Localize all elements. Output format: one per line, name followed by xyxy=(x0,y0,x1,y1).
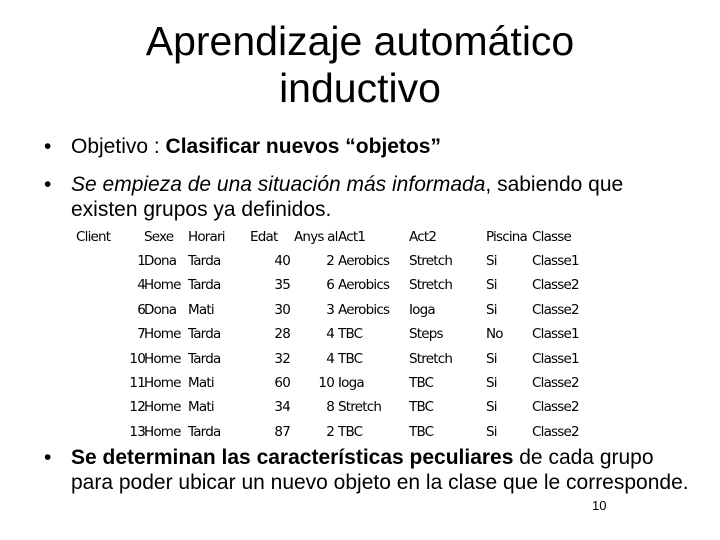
table-cell: 6 xyxy=(137,301,145,318)
table-cell: Si xyxy=(486,350,497,367)
table-cell: 13 xyxy=(129,423,145,440)
bullet-caracteristicas xyxy=(44,445,689,494)
bullet3-plain: de cada grupo para poder ubicar un nuevo objeto en la clase que le corresponde. xyxy=(71,446,689,494)
table-cell: Ioga xyxy=(338,375,364,391)
table-cell: 10 xyxy=(318,375,334,391)
table-header-cell: Edat xyxy=(250,229,278,245)
table-cell: Home xyxy=(144,350,181,367)
table-cell: Stretch xyxy=(338,399,382,416)
table-cell: 11 xyxy=(129,375,145,391)
table-cell: Mati xyxy=(188,301,214,318)
bullet2-plain: , sabiendo que existen grupos ya definidos. xyxy=(71,173,624,221)
table-cell: Mati xyxy=(188,375,214,391)
table-cell: Steps xyxy=(409,326,443,343)
table-cell: Classe1 xyxy=(532,350,579,367)
table-cell: 2 xyxy=(326,253,334,269)
bullet-objetivo xyxy=(44,134,441,159)
table-cell: Dona xyxy=(144,253,177,269)
table-cell: TBC xyxy=(409,423,434,440)
table-cell: TBC xyxy=(409,399,434,416)
table-cell: Si xyxy=(486,253,497,269)
table-cell: 10 xyxy=(129,350,145,367)
table-cell: Home xyxy=(144,326,181,343)
table-cell: Stretch xyxy=(409,350,453,367)
table-header-cell: Sexe xyxy=(144,229,174,245)
bullet3-bold: Se determinan las características peculiares xyxy=(71,446,514,469)
table-cell: No xyxy=(486,326,503,343)
table-cell: Classe2 xyxy=(532,423,579,440)
table-cell: Aerobics xyxy=(338,301,390,318)
bullet1-bold: Clasificar nuevos “objetos” xyxy=(165,135,441,158)
table-header-cell: Client xyxy=(76,229,111,245)
table-cell: 35 xyxy=(274,277,290,294)
table-cell: Home xyxy=(144,375,181,391)
table-header-cell: Act2 xyxy=(409,229,437,245)
table-cell: 34 xyxy=(274,399,290,416)
table-cell: Classe2 xyxy=(532,277,579,294)
table-cell: Tarda xyxy=(188,350,221,367)
table-cell: Si xyxy=(486,399,497,416)
table-cell: 6 xyxy=(326,277,334,294)
table-cell: 12 xyxy=(129,399,145,416)
bullet-dot: • xyxy=(44,173,52,196)
table-cell: Home xyxy=(144,277,181,294)
table-cell: Si xyxy=(486,375,497,391)
bullet-situacion xyxy=(44,172,624,221)
table-cell: Classe1 xyxy=(532,253,579,269)
table-cell: Si xyxy=(486,301,497,318)
table-header-cell: Horari xyxy=(188,229,225,245)
table-cell: Home xyxy=(144,399,181,416)
bullet-dot: • xyxy=(44,135,52,158)
table-header-cell: Classe xyxy=(532,229,572,245)
title-line-2: inductivo xyxy=(279,65,441,111)
table-cell: 4 xyxy=(137,277,145,294)
table-header-cell: Anys al xyxy=(294,229,338,245)
table-header-cell: Piscina xyxy=(486,229,528,245)
table-cell: 3 xyxy=(326,301,334,318)
data-table xyxy=(76,226,596,446)
title-line-1: Aprendizaje automático xyxy=(145,18,575,64)
table-cell: 32 xyxy=(274,350,290,367)
table-cell: 40 xyxy=(274,253,290,269)
table-cell: Aerobics xyxy=(338,253,390,269)
table-cell: Dona xyxy=(144,301,177,318)
table-cell: TBC xyxy=(338,423,363,440)
table-cell: TBC xyxy=(409,375,434,391)
table-header-cell: Act1 xyxy=(338,229,366,245)
slide-title xyxy=(0,18,720,112)
table-cell: 30 xyxy=(274,301,290,318)
bullet1-plain: Objetivo : xyxy=(71,135,166,158)
table-cell: Classe2 xyxy=(532,375,579,391)
bullet2-italic: Se empieza de una situación más informada xyxy=(71,173,486,196)
table-cell: 60 xyxy=(274,375,290,391)
table-cell: TBC xyxy=(338,326,363,343)
table-cell: 4 xyxy=(326,350,334,367)
table-cell: Home xyxy=(144,423,181,440)
table-cell: 1 xyxy=(137,253,145,269)
table-cell: Classe2 xyxy=(532,399,579,416)
page-number: 10 xyxy=(592,498,607,513)
table-cell: 2 xyxy=(326,423,334,440)
table-cell: Tarda xyxy=(188,326,221,343)
table-cell: Stretch xyxy=(409,277,453,294)
bullet-dot: • xyxy=(44,446,52,469)
table-cell: Si xyxy=(486,277,497,294)
table-cell: 87 xyxy=(274,423,290,440)
table-cell: Classe1 xyxy=(532,326,579,343)
table-cell: 4 xyxy=(326,326,334,343)
table-cell: Aerobics xyxy=(338,277,390,294)
table-cell: Tarda xyxy=(188,277,221,294)
table-cell: Si xyxy=(486,423,497,440)
table-cell: Classe2 xyxy=(532,301,579,318)
table-cell: TBC xyxy=(338,350,363,367)
table-cell: 8 xyxy=(326,399,334,416)
table-cell: Stretch xyxy=(409,253,453,269)
table-cell: Mati xyxy=(188,399,214,416)
table-cell: Tarda xyxy=(188,253,221,269)
table-cell: 28 xyxy=(274,326,290,343)
table-cell: 7 xyxy=(137,326,145,343)
table-cell: Ioga xyxy=(409,301,435,318)
table-cell: Tarda xyxy=(188,423,221,440)
